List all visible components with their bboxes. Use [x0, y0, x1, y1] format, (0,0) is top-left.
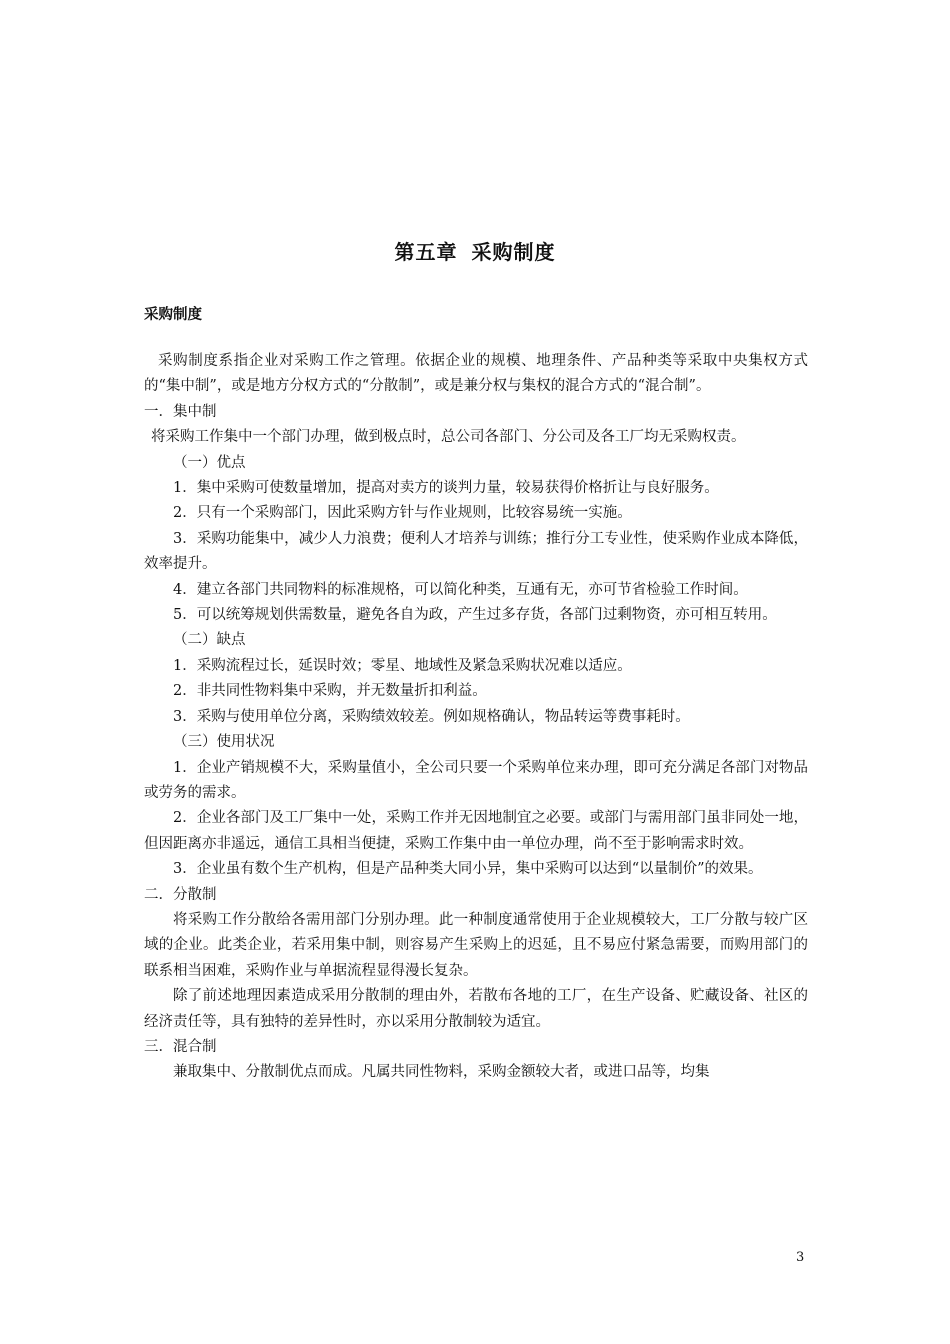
- subheading-usage: （三）使用状况: [173, 734, 275, 751]
- disadvantage-item-2: 2．非共同性物料集中采购，并无数量折扣利益。: [173, 683, 487, 700]
- heading-centralized: 一．集中制: [144, 403, 217, 420]
- usage-item-1: 1．企业产销规模不大，采购量值小，全公司只要一个采购单位来办理，即可充分满足各部门对物品或劳务的需求。: [144, 759, 808, 801]
- subheading-advantages: （一）优点: [173, 454, 246, 471]
- advantage-item-3: 3．采购功能集中，减少人力浪费；便利人才培养与训练；推行分工专业性，使采购作业成本降低，效率提升。: [144, 530, 808, 573]
- chapter-number: 第五章: [394, 240, 458, 264]
- advantage-item-1: 1．集中采购可使数量增加，提高对卖方的谈判力量，较易获得价格折让与良好服务。: [173, 480, 719, 497]
- heading-decentralized: 二．分散制: [144, 886, 217, 903]
- usage-item-2: 2．企业各部门及工厂集中一处，采购工作并无因地制宜之必要。或部门与需用部门虽非同处一地，但因距离亦非遥远，通信工具相当便捷，采购工作集中由一单位办理，尚不至于影响需求时效。: [144, 810, 808, 852]
- paragraph-decentralized-2: 除了前述地理因素造成采用分散制的理由外，若散布各地的工厂，在生产设备、贮藏设备、社区的经济责任等，具有独特的差异性时，亦以采用分散制较为适宜。: [144, 988, 808, 1030]
- paragraph-centralized-definition: 将采购工作集中一个部门办理，做到极点时，总公司各部门、分公司及各工厂均无采购权责。: [151, 429, 746, 446]
- usage-item-3: 3．企业虽有数个生产机构，但是产品种类大同小异，集中采购可以达到“以量制价”的效果。: [173, 861, 763, 878]
- disadvantage-item-1: 1．采购流程过长，延误时效；零星、地域性及紧急采购状况难以适应。: [173, 657, 632, 674]
- disadvantage-item-3: 3．采购与使用单位分离，采购绩效较差。例如规格确认，物品转运等费事耗时。: [173, 708, 690, 725]
- advantage-item-5: 5．可以统筹规划供需数量，避免各自为政，产生过多存货，各部门过剩物资，亦可相互转用。: [173, 607, 777, 624]
- advantage-item-4: 4．建立各部门共同物料的标准规格，可以简化种类，互通有无，亦可节省检验工作时间。: [173, 581, 748, 598]
- chapter-name: 采购制度: [471, 240, 556, 264]
- paragraph-hybrid: 兼取集中、分散制优点而成。凡属共同性物料，采购金额较大者，或进口品等，均集: [173, 1064, 710, 1081]
- chapter-title: [0, 236, 950, 265]
- page-number: 3: [796, 1250, 805, 1265]
- advantage-item-2: 2．只有一个采购部门，因此采购方针与作业规则，比较容易统一实施。: [173, 505, 632, 522]
- body-text: [144, 349, 808, 1086]
- heading-hybrid: 三．混合制: [144, 1038, 217, 1055]
- subheading-disadvantages: （二）缺点: [173, 632, 246, 649]
- paragraph-intro: 采购制度系指企业对采购工作之管理。依据企业的规模、地理条件、产品种类等采取中央集权方式的“集中制”，或是地方分权方式的“分散制”，或是兼分权与集权的混合方式的“混合制”。: [144, 353, 808, 395]
- paragraph-decentralized-1: 将采购工作分散给各需用部门分别办理。此一种制度通常使用于企业规模较大，工厂分散与较广区域的企业。此类企业，若采用集中制，则容易产生采购上的迟延，且不易应付紧急需要，而购用部门的联系相当困难，采购作业与单据流程显得漫长复杂。: [144, 911, 808, 979]
- section-title: 采购制度: [144, 307, 202, 323]
